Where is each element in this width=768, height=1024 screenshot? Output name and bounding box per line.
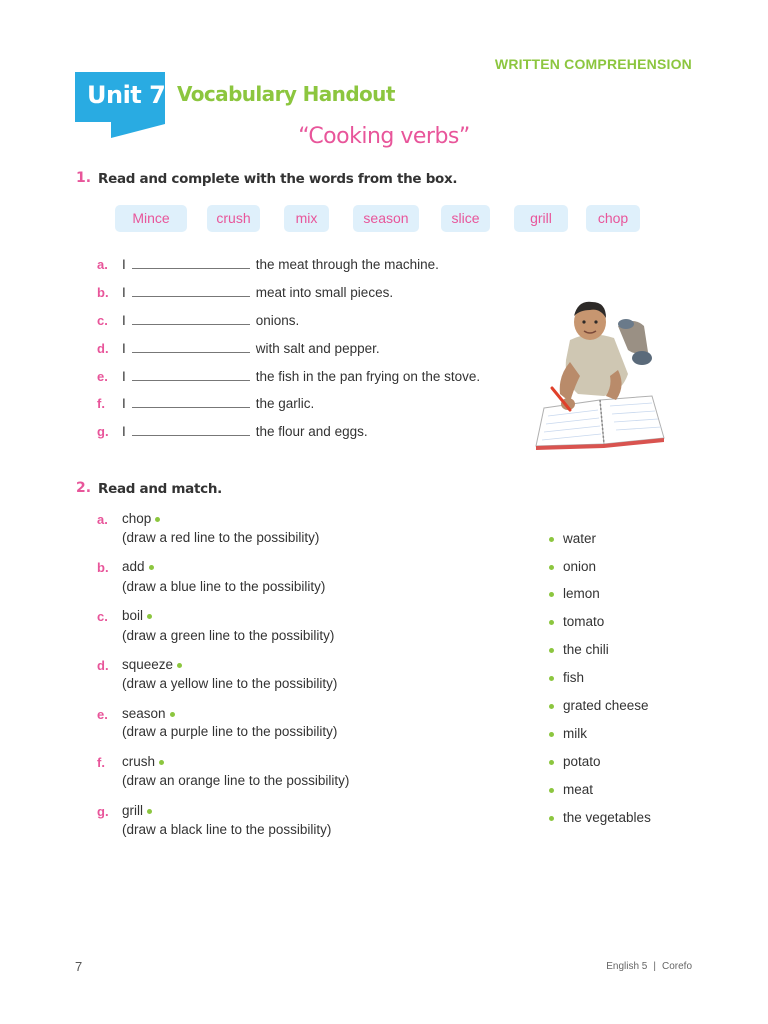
match-verb: crush (122, 754, 164, 769)
fill-in-sentence: I the garlic. (122, 396, 315, 411)
item-letter: g. (97, 804, 109, 819)
boy-writing-illustration (530, 296, 670, 451)
handout-title: Vocabulary Handout (177, 82, 395, 106)
word-box-item: slice (441, 205, 490, 232)
unit-label: Unit 7 (87, 81, 166, 109)
answer-blank[interactable] (132, 395, 250, 408)
match-verb: boil (122, 608, 152, 623)
match-dot[interactable] (549, 816, 554, 821)
match-option: onion (549, 559, 596, 574)
footer-separator: | (653, 961, 656, 972)
item-letter: b. (97, 285, 109, 300)
match-dot[interactable] (549, 704, 554, 709)
page-subtitle: “Cooking verbs” (298, 124, 470, 149)
item-letter: d. (97, 658, 109, 673)
match-note: (draw a black line to the possibility) (122, 822, 332, 837)
item-letter: a. (97, 512, 108, 527)
match-dot[interactable] (549, 788, 554, 793)
match-verb: grill (122, 803, 152, 818)
word-box-item: Mince (115, 205, 187, 232)
match-note: (draw a yellow line to the possibility) (122, 676, 338, 691)
match-dot[interactable] (147, 809, 152, 814)
answer-blank[interactable] (132, 368, 250, 381)
item-letter: c. (97, 313, 108, 328)
match-verb: add (122, 559, 154, 574)
match-note: (draw a green line to the possibility) (122, 628, 335, 643)
page-number: 7 (75, 959, 83, 974)
match-option: grated cheese (549, 698, 649, 713)
exercise-1-instruction: Read and complete with the words from the box. (98, 171, 458, 187)
item-letter: a. (97, 257, 108, 272)
match-dot[interactable] (170, 712, 175, 717)
publisher: Corefo (661, 961, 692, 972)
match-option: the chili (549, 642, 609, 657)
match-option: lemon (549, 586, 600, 601)
match-option: water (549, 531, 596, 546)
match-dot[interactable] (549, 732, 554, 737)
match-option: potato (549, 754, 601, 769)
match-note: (draw a purple line to the possibility) (122, 724, 338, 739)
match-dot[interactable] (177, 663, 182, 668)
match-note: (draw an orange line to the possibility) (122, 773, 350, 788)
answer-blank[interactable] (132, 423, 250, 436)
fill-in-sentence: I the fish in the pan frying on the stove. (122, 369, 481, 384)
footer-credit (606, 961, 692, 972)
exercise-2-number: 2. (76, 480, 92, 496)
item-letter: g. (97, 424, 109, 439)
fill-in-sentence: I meat into small pieces. (122, 285, 394, 300)
match-dot[interactable] (149, 565, 154, 570)
match-option: meat (549, 782, 593, 797)
fill-in-sentence: I the meat through the machine. (122, 257, 439, 272)
item-letter: e. (97, 369, 108, 384)
word-box-item: chop (586, 205, 640, 232)
item-letter: f. (97, 396, 105, 411)
match-dot[interactable] (147, 614, 152, 619)
match-verb: chop (122, 511, 160, 526)
word-box-item: mix (284, 205, 329, 232)
match-note: (draw a red line to the possibility) (122, 530, 320, 545)
match-dot[interactable] (159, 760, 164, 765)
answer-blank[interactable] (132, 340, 250, 353)
match-dot[interactable] (155, 517, 160, 522)
exercise-1-number: 1. (76, 170, 92, 186)
fill-in-sentence: I with salt and pepper. (122, 341, 380, 356)
item-letter: f. (97, 755, 105, 770)
match-option: tomato (549, 614, 604, 629)
answer-blank[interactable] (132, 312, 250, 325)
word-box-item: grill (514, 205, 568, 232)
match-dot[interactable] (549, 565, 554, 570)
match-option: milk (549, 726, 587, 741)
match-verb: season (122, 706, 175, 721)
match-verb: squeeze (122, 657, 182, 672)
match-dot[interactable] (549, 537, 554, 542)
match-dot[interactable] (549, 648, 554, 653)
item-letter: e. (97, 707, 108, 722)
match-option: fish (549, 670, 584, 685)
item-letter: b. (97, 560, 109, 575)
match-dot[interactable] (549, 676, 554, 681)
fill-in-sentence: I onions. (122, 313, 300, 328)
answer-blank[interactable] (132, 284, 250, 297)
item-letter: c. (97, 609, 108, 624)
item-letter: d. (97, 341, 109, 356)
section-label: WRITTEN COMPREHENSION (494, 56, 692, 72)
match-dot[interactable] (549, 592, 554, 597)
answer-blank[interactable] (132, 256, 250, 269)
word-box-item: crush (207, 205, 260, 232)
match-note: (draw a blue line to the possibility) (122, 579, 326, 594)
match-dot[interactable] (549, 620, 554, 625)
exercise-2-instruction: Read and match. (98, 481, 222, 497)
book-title: English 5 (606, 961, 648, 972)
fill-in-sentence: I the flour and eggs. (122, 424, 368, 439)
match-option: the vegetables (549, 810, 651, 825)
word-box-item: season (353, 205, 419, 232)
match-dot[interactable] (549, 760, 554, 765)
